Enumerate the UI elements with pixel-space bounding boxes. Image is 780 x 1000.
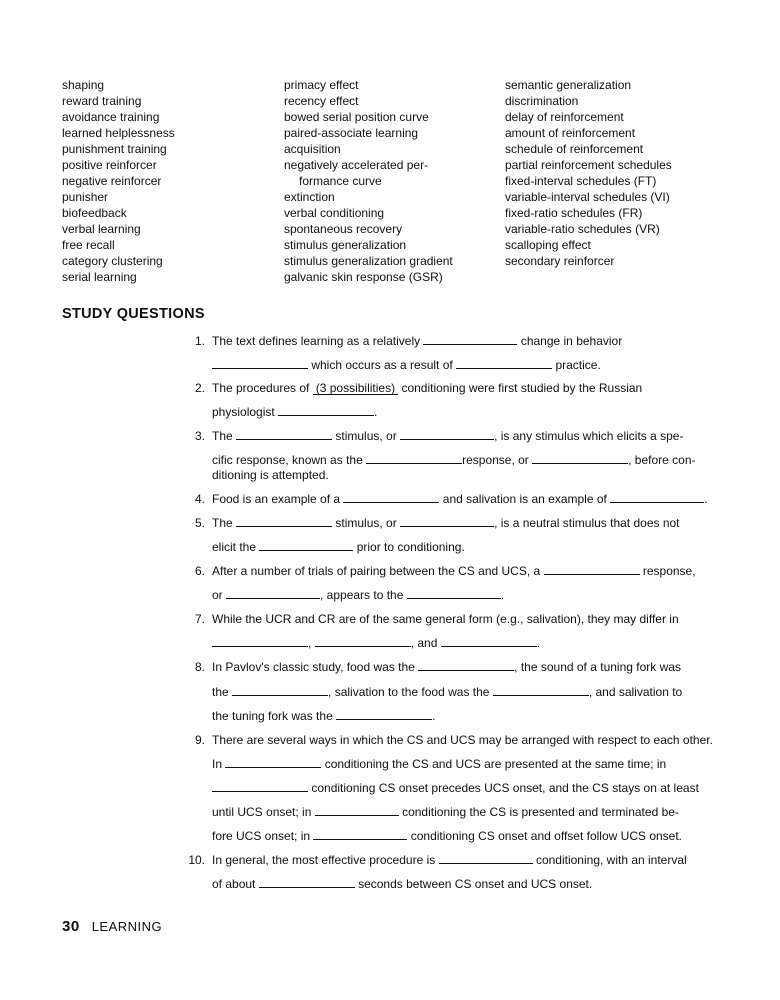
term: secondary reinforcer — [505, 254, 615, 268]
question-text: . — [374, 405, 378, 419]
question-number: 3. — [194, 429, 205, 443]
filled-answer[interactable]: (3 possibilities) — [313, 382, 398, 395]
term: category clustering — [62, 254, 163, 268]
question-text: The procedures of — [212, 381, 310, 395]
answer-blank[interactable] — [343, 493, 439, 503]
question-text: the tuning fork was the — [212, 709, 333, 723]
answer-blank[interactable] — [278, 406, 374, 416]
term: paired-associate learning — [284, 126, 419, 140]
question-number: 5. — [194, 516, 205, 530]
term: verbal conditioning — [284, 206, 385, 220]
question-number: 9. — [194, 733, 205, 747]
question-line: While the UCR and CR are of the same general form (e.g., salivation), they may differ in — [212, 612, 679, 626]
question-text: seconds between CS onset and UCS onset. — [358, 877, 593, 891]
question-text: , — [308, 636, 312, 650]
term: partial reinforcement schedules — [505, 158, 672, 172]
term: primacy effect — [284, 78, 359, 92]
question-text: or — [212, 588, 223, 602]
question-text: The text defines learning as a relatively — [212, 334, 421, 348]
terms-column-1 — [62, 77, 175, 285]
question-line: ditioning is attempted. — [212, 468, 329, 482]
question-line: There are several ways in which the CS and UCS may be arranged with respect to each other. — [212, 733, 713, 747]
answer-blank[interactable] — [493, 686, 589, 696]
question-text: In — [212, 757, 223, 771]
question-text: , salivation to the food was the — [328, 685, 490, 699]
question-line — [212, 516, 680, 530]
term: galvanic skin response (GSR) — [284, 270, 443, 284]
term: extinction — [284, 190, 335, 204]
question-line — [212, 636, 540, 650]
question-text: The — [212, 516, 233, 530]
question-text: prior to conditioning. — [356, 540, 465, 554]
term: spontaneous recovery — [284, 222, 403, 236]
term: serial learning — [62, 270, 137, 284]
term: stimulus generalization — [284, 238, 407, 252]
question-text: conditioning were first studied by the Russian — [401, 381, 643, 395]
question-line — [212, 660, 681, 674]
answer-blank[interactable] — [226, 589, 320, 599]
term: punishment training — [62, 142, 167, 156]
term: variable-ratio schedules (VR) — [505, 222, 660, 236]
question-text: which occurs as a result of — [311, 358, 453, 372]
question-text: , the sound of a tuning fork was — [514, 660, 681, 674]
term: shaping — [62, 78, 105, 92]
answer-blank[interactable] — [236, 430, 332, 440]
answer-blank[interactable] — [212, 637, 308, 647]
answer-blank[interactable] — [212, 359, 308, 369]
page-number: 30 — [62, 918, 80, 935]
question-text: until UCS onset; in — [212, 805, 312, 819]
question-number: 8. — [194, 660, 205, 674]
question-text: The — [212, 429, 233, 443]
term: variable-interval schedules (VI) — [505, 190, 670, 204]
question-text: , appears to the — [320, 588, 404, 602]
term: discrimination — [505, 94, 579, 108]
term: delay of reinforcement — [505, 110, 624, 124]
question-line — [212, 829, 682, 843]
question-text: stimulus, or — [335, 516, 397, 530]
answer-blank[interactable] — [418, 661, 514, 671]
answer-blank[interactable] — [439, 854, 533, 864]
question-text: . — [432, 709, 436, 723]
term: verbal learning — [62, 222, 141, 236]
question-text: . — [704, 492, 708, 506]
answer-blank[interactable] — [366, 454, 462, 464]
answer-blank[interactable] — [544, 565, 640, 575]
question-text: response, or — [462, 453, 529, 467]
question-line — [212, 588, 504, 602]
question-line — [212, 564, 696, 578]
question-text: of about — [212, 877, 256, 891]
terms-column-2 — [284, 77, 453, 285]
question-text: response, — [642, 564, 696, 578]
question-text: the — [212, 685, 229, 699]
term: fixed-ratio schedules (FR) — [505, 206, 643, 220]
question-text: , is any stimulus which elicits a spe- — [494, 429, 684, 443]
question-text: fore UCS onset; in — [212, 829, 311, 843]
question-text: physiologist — [212, 405, 275, 419]
question-line — [212, 492, 708, 506]
answer-blank[interactable] — [313, 830, 407, 840]
question-text: After a number of trials of pairing between the CS and UCS, a — [212, 564, 541, 578]
question-line — [212, 781, 699, 795]
question-text: In general, the most effective procedure is — [212, 853, 436, 867]
answer-blank[interactable] — [315, 637, 411, 647]
answer-blank[interactable] — [400, 517, 494, 527]
answer-blank[interactable] — [236, 517, 332, 527]
answer-blank[interactable] — [259, 541, 353, 551]
question-text: conditioning the CS is presented and terminated be- — [402, 805, 679, 819]
answer-blank[interactable] — [441, 637, 537, 647]
answer-blank[interactable] — [423, 335, 517, 345]
question-line — [212, 853, 687, 867]
term: semantic generalization — [505, 78, 632, 92]
term: negative reinforcer — [62, 174, 162, 188]
question-number: 10. — [188, 853, 205, 867]
question-text: . — [500, 588, 505, 602]
answer-blank[interactable] — [225, 758, 321, 768]
question-text: conditioning CS onset and offset follow UCS onset. — [410, 829, 683, 843]
term: bowed serial position curve — [284, 110, 429, 124]
question-line — [212, 381, 642, 395]
answer-blank[interactable] — [259, 878, 355, 888]
question-text: , is a neutral stimulus that does not — [494, 516, 680, 530]
question-text: cific response, known as the — [212, 453, 363, 467]
term: free recall — [62, 238, 115, 252]
term: avoidance training — [62, 110, 160, 124]
term: negatively accelerated per- — [284, 158, 429, 172]
term: scalloping effect — [505, 238, 591, 252]
answer-blank[interactable] — [400, 430, 494, 440]
answer-blank[interactable] — [212, 782, 308, 792]
question-line — [212, 805, 679, 819]
question-line — [212, 709, 435, 723]
answer-blank[interactable] — [232, 686, 328, 696]
question-text: , before con- — [628, 453, 696, 467]
term: recency effect — [284, 94, 359, 108]
answer-blank[interactable] — [610, 493, 704, 503]
question-line — [212, 405, 377, 419]
question-number: 2. — [194, 381, 205, 395]
question-text: and salivation is an example of — [442, 492, 607, 506]
question-text: practice. — [555, 358, 601, 372]
terms-column-3 — [505, 77, 672, 269]
answer-blank[interactable] — [336, 710, 432, 720]
term: stimulus generalization gradient — [284, 254, 453, 268]
question-number: 7. — [194, 612, 205, 626]
term: positive reinforcer — [62, 158, 157, 172]
question-text: , and salivation to — [588, 685, 683, 699]
question-text: conditioning, with an interval — [535, 853, 687, 867]
term: biofeedback — [62, 206, 127, 220]
answer-blank[interactable] — [315, 806, 399, 816]
question-text: stimulus, or — [335, 429, 397, 443]
question-number: 4. — [194, 492, 205, 506]
section-heading: STUDY QUESTIONS — [62, 306, 205, 322]
question-text: In Pavlov's classic study, food was the — [212, 660, 415, 674]
term: amount of reinforcement — [505, 126, 636, 140]
question-line — [212, 540, 465, 554]
term: reward training — [62, 94, 142, 108]
question-line — [212, 334, 622, 348]
term: schedule of reinforcement — [505, 142, 644, 156]
question-line — [212, 429, 683, 443]
section-name: LEARNING — [91, 919, 163, 934]
question-text: . — [536, 636, 541, 650]
page-footer — [62, 918, 162, 935]
question-line — [212, 685, 682, 699]
question-text: conditioning the CS and UCS are presented at the same time; in — [324, 757, 667, 771]
question-line — [212, 453, 696, 467]
question-number: 1. — [194, 334, 205, 348]
term: formance curve — [299, 174, 382, 188]
question-text: Food is an example of a — [212, 492, 341, 506]
question-line — [212, 757, 666, 771]
question-line — [212, 877, 592, 891]
term: fixed-interval schedules (FT) — [505, 174, 657, 188]
question-line — [212, 358, 601, 372]
answer-blank[interactable] — [532, 454, 628, 464]
question-number: 6. — [194, 564, 205, 578]
question-text: change in behavior — [520, 334, 623, 348]
answer-blank[interactable] — [407, 589, 501, 599]
term: punisher — [62, 190, 109, 204]
question-text: , and — [410, 636, 438, 650]
term: acquisition — [284, 142, 341, 156]
question-text: conditioning CS onset precedes UCS onset, and the CS stays on at least — [311, 781, 699, 795]
answer-blank[interactable] — [456, 359, 552, 369]
term: learned helplessness — [62, 126, 175, 140]
question-text: elicit the — [212, 540, 257, 554]
